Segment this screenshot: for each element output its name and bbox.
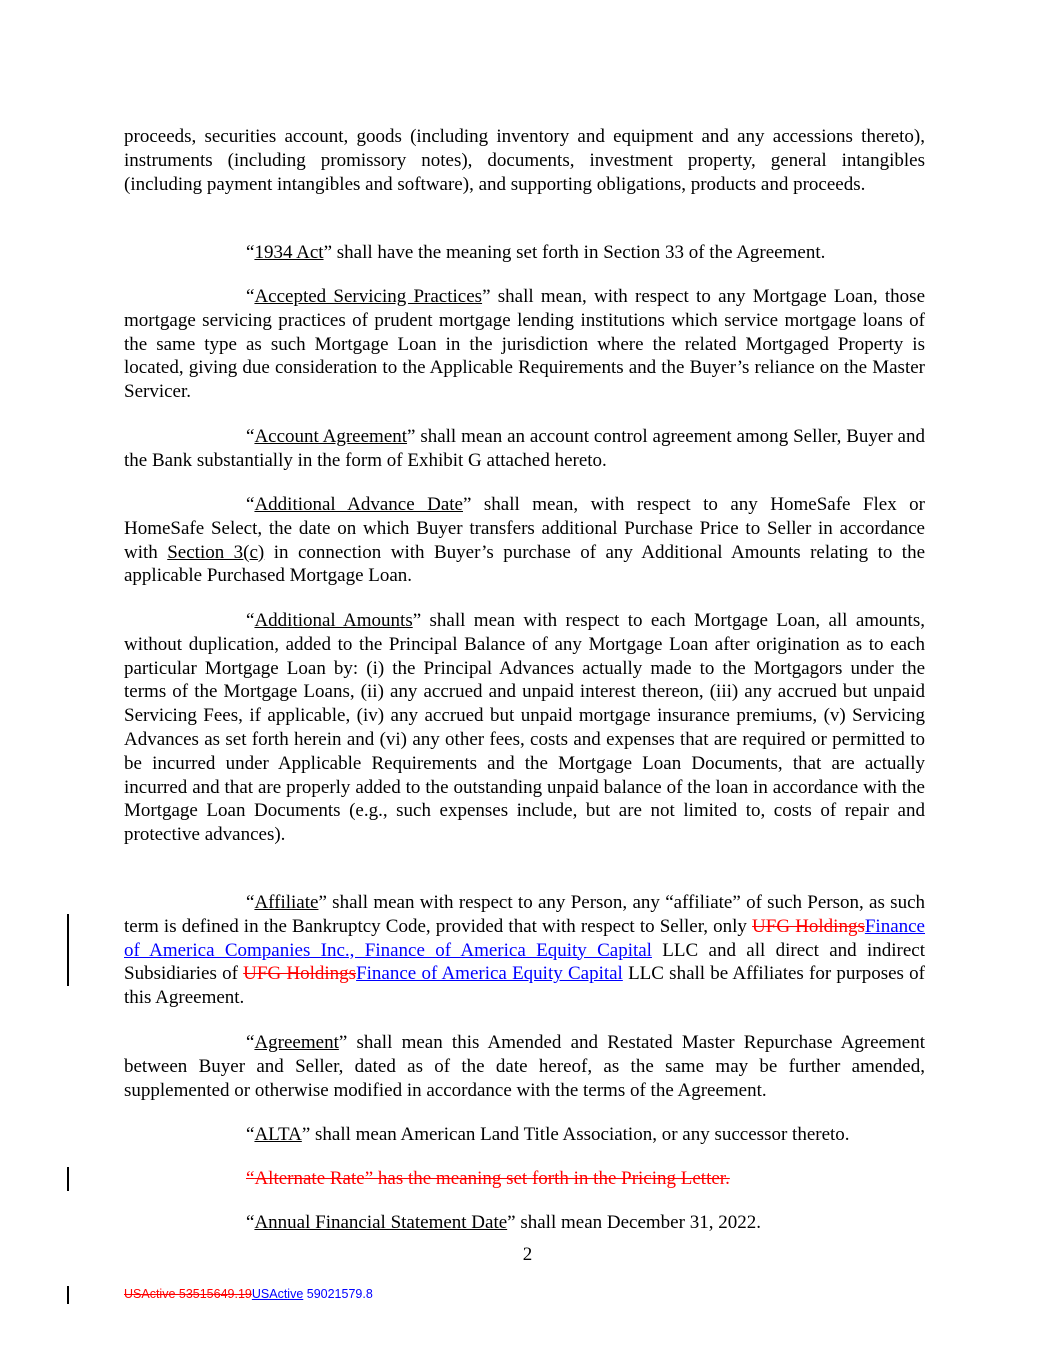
definition-additional-advance-date — [124, 493, 925, 588]
defined-term: 1934 Act — [254, 242, 324, 263]
deleted-text: UFG Holdings — [243, 963, 357, 985]
document-id-footer — [124, 1287, 373, 1301]
deleted-open-quote: “ — [246, 1168, 255, 1189]
definition-alta — [124, 1123, 925, 1147]
change-bar — [67, 1167, 69, 1191]
footer-id-number: 59021579.8 — [303, 1287, 373, 1301]
definition-alternate-rate-deleted — [124, 1167, 925, 1191]
defined-term: ALTA — [254, 1124, 302, 1145]
section-reference: Section 3(c) — [167, 541, 265, 563]
definition-additional-amounts — [124, 609, 925, 847]
defined-term: Agreement — [254, 1032, 339, 1053]
definition-text: ” shall mean December 31, 2022. — [507, 1212, 761, 1233]
defined-term: Affiliate — [254, 892, 319, 913]
definition-text: in connection with Buyer’s purchase of any Additional Amounts relating to the applicable Purchased Mortgage Loan. — [124, 541, 926, 587]
definition-1934-act — [124, 241, 925, 265]
change-bar — [67, 914, 69, 986]
open-quote: “ — [246, 610, 255, 631]
definition-text: LLC shall be Affiliates for purposes of this Agreement. — [124, 963, 925, 1009]
definition-text: ” shall mean, with respect to any HomeSafe Flex or HomeSafe Select, the date on which Buyer transfers additional Purchase Price to Seller in accordance with — [124, 494, 925, 563]
definition-accepted-servicing-practices — [124, 285, 925, 404]
open-quote: “ — [246, 494, 255, 515]
open-quote: “ — [246, 242, 255, 263]
open-quote: “ — [246, 426, 255, 447]
page-number: 2 — [522, 1244, 533, 1265]
defined-term: Account Agreement — [254, 426, 408, 447]
definition-annual-financial-statement-date — [124, 1211, 925, 1235]
definition-text: ” shall have the meaning set forth in Section 33 of the Agreement. — [323, 242, 826, 263]
definition-account-agreement — [124, 425, 925, 473]
change-bar — [67, 1286, 69, 1304]
defined-term: Annual Financial Statement Date — [254, 1212, 508, 1233]
definition-text: ” shall mean with respect to each Mortgage Loan, all amounts, without duplication, added to the Principal Balance of any Mortgage Loan after origination as to each particular Mortgage Loan by: (i) the Principal Advances actually made to the Mortgagors under the terms of the Mortgage Loans, (ii) any accrued and unpaid interest thereon, (iii) any accrued but unpaid Servicing Fees, if applicable, (iv) any accrued but unpaid mortgage insurance premiums, (v) Servicing Advances as set forth herein and (vi) any other fees, costs and expenses that are required or permitted to be incurred under Applicable Requirements and the Mortgage Loan Documents, that are actually incurred and that are properly added to the outstanding unpaid balance of the loan in accordance with the Mortgage Loan Documents (e.g., such expenses include, but are not limited to, costs of repair and protective advances). — [124, 610, 925, 846]
deleted-defined-term: Alternate Rate — [254, 1168, 365, 1189]
footer-deleted-id: USActive 53515649.19 — [124, 1287, 252, 1301]
defined-term: Accepted Servicing Practices — [254, 286, 483, 307]
definition-text: LLC and all direct and indirect Subsidiaries of — [124, 939, 925, 985]
definition-text: ” shall mean this Amended and Restated Master Repurchase Agreement between Buyer and Seller, dated as of the date hereof, as the same may be further amended, supplemented or otherwise modified in accordance with the terms of the Agreement. — [124, 1032, 925, 1101]
defined-term: Additional Advance Date — [254, 494, 463, 515]
definition-text: ” shall mean an account control agreement among Seller, Buyer and the Bank substantially in the form of Exhibit G attached hereto. — [124, 426, 925, 471]
definition-agreement — [124, 1031, 925, 1102]
open-quote: “ — [246, 1212, 255, 1233]
open-quote: “ — [246, 892, 255, 913]
definition-text: ” shall mean, with respect to any Mortgage Loan, those mortgage servicing practices of prudent mortgage lending institutions which service mortgage loans of the same type as such Mortgage Loan in the jurisdiction where the related Mortgaged Property is located, giving due consideration to the Applicable Requirements and the Buyer’s reliance on the Master Servicer. — [124, 286, 925, 403]
deleted-text: UFG Holdings — [752, 915, 865, 937]
definition-affiliate — [124, 891, 925, 1010]
defined-term: Additional Amounts — [254, 610, 413, 631]
definition-text: ” shall mean with respect to any Person, any “affiliate” of such Person, as such term is defined in the Bankruptcy Code, provided that with respect to Seller, only — [124, 892, 925, 937]
inserted-text: Finance of America Companies Inc., Finance of America Equity Capital — [124, 915, 925, 961]
open-quote: “ — [246, 1124, 255, 1145]
inserted-text: Finance of America Equity Capital — [356, 963, 623, 985]
open-quote: “ — [246, 286, 255, 307]
deleted-definition-text: ” has the meaning set forth in the Pricing Letter. — [364, 1168, 730, 1189]
definition-text: ” shall mean American Land Title Association, or any successor thereto. — [301, 1124, 850, 1145]
open-quote: “ — [246, 1032, 255, 1053]
footer-inserted-id: USActive — [251, 1287, 304, 1301]
paragraph-continuation: proceeds, securities account, goods (including inventory and equipment and any accessions thereto), instruments (including promissory notes), documents, investment property, general intangibles (including payment intangibles and software), and supporting obligations, products and proceeds. — [124, 126, 925, 195]
